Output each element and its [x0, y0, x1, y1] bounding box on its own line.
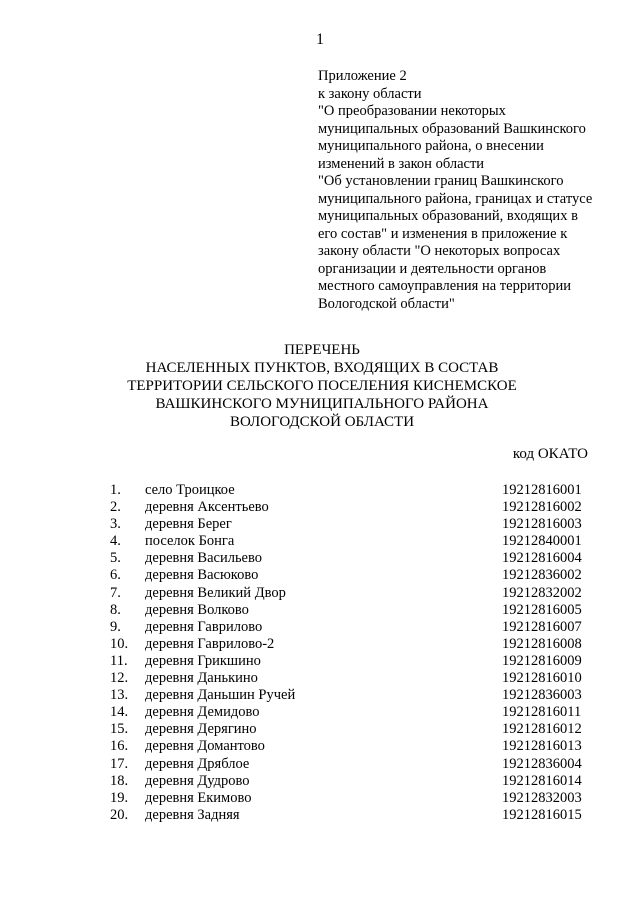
list-item: [0, 670, 640, 687]
okato-code: 19212816007: [502, 618, 582, 635]
settlement-name: деревня Гаврилово-2: [145, 635, 275, 652]
appendix-line: Приложение 2: [318, 68, 407, 84]
list-item: [0, 773, 640, 790]
appendix-line: его состав" и изменения в приложение к: [318, 225, 568, 242]
appendix-block: [318, 68, 618, 313]
settlement-name: деревня Васильево: [145, 550, 262, 567]
item-number: 15.: [110, 721, 129, 738]
item-number: 8.: [110, 601, 121, 618]
list-item: [0, 756, 640, 773]
title-line: НАСЕЛЕННЫХ ПУНКТОВ, ВХОДЯЩИХ В СОСТАВ: [145, 360, 499, 376]
list-item: [0, 738, 640, 755]
settlement-name: деревня Аксентьево: [145, 499, 269, 516]
settlement-name: деревня Берег: [145, 516, 232, 533]
item-number: 14.: [110, 704, 129, 721]
title-line: ВОЛОГОДСКОЙ ОБЛАСТИ: [229, 414, 415, 430]
item-number: 17.: [110, 755, 129, 772]
okato-code: 19212816014: [502, 772, 582, 789]
okato-code: 19212816002: [502, 499, 582, 516]
appendix-line: изменений в закон области: [318, 155, 485, 172]
okato-code: 19212816010: [502, 670, 582, 687]
list-item: [0, 585, 640, 602]
list-item: [0, 516, 640, 533]
settlement-name: деревня Дряблое: [145, 755, 250, 772]
settlement-name: деревня Демидово: [145, 704, 260, 721]
list-item: [0, 482, 640, 499]
item-number: 7.: [110, 584, 121, 601]
settlement-list: [0, 482, 640, 824]
settlement-name: деревня Данькино: [145, 670, 258, 687]
item-number: 3.: [110, 516, 121, 533]
settlement-name: деревня Даньшин Ручей: [145, 687, 296, 704]
settlement-name: деревня Гаврилово: [145, 618, 263, 635]
settlement-name: деревня Великий Двор: [145, 584, 286, 601]
list-item: [0, 721, 640, 738]
document-title: [100, 341, 544, 431]
item-number: 10.: [110, 635, 129, 652]
settlement-name: деревня Дудрово: [145, 772, 250, 789]
list-item: [0, 687, 640, 704]
okato-code: 19212836002: [502, 567, 582, 584]
list-item: [0, 790, 640, 807]
okato-code: 19212836003: [502, 687, 582, 704]
title-line: ПЕРЕЧЕНЬ: [284, 342, 360, 358]
appendix-line: местного самоуправления на территории: [318, 278, 571, 294]
okato-code: 19212816012: [502, 721, 582, 738]
item-number: 6.: [110, 567, 121, 584]
list-item: [0, 602, 640, 619]
appendix-line: "О преобразовании некоторых: [318, 103, 506, 119]
appendix-line: муниципального района, о внесении: [318, 138, 544, 154]
okato-code: 19212816004: [502, 550, 582, 567]
item-number: 2.: [110, 499, 121, 516]
settlement-name: деревня Дерягино: [145, 721, 257, 738]
list-item: [0, 499, 640, 516]
appendix-line: организации и деятельности органов: [318, 260, 547, 277]
okato-code: 19212816008: [502, 635, 582, 652]
list-item: [0, 636, 640, 653]
list-item: [0, 567, 640, 584]
settlement-name: деревня Домантово: [145, 738, 265, 755]
item-number: 11.: [110, 652, 128, 669]
okato-code: 19212816013: [502, 738, 582, 755]
settlement-name: деревня Грикшино: [145, 652, 261, 669]
settlement-name: деревня Задняя: [145, 806, 240, 823]
item-number: 20.: [110, 806, 129, 823]
okato-code: 19212816001: [502, 482, 582, 498]
okato-code: 19212816011: [502, 704, 582, 721]
title-line: ВАШКИНСКОГО МУНИЦИПАЛЬНОГО РАЙОНА: [155, 396, 489, 412]
list-item: [0, 653, 640, 670]
okato-column-header: код ОКАТО: [512, 446, 588, 462]
list-item: [0, 704, 640, 721]
appendix-line: муниципальных образований Вашкинского: [318, 120, 586, 137]
appendix-line: Вологодской области": [318, 295, 455, 312]
list-item: [0, 533, 640, 550]
okato-code: 19212816009: [502, 652, 582, 669]
okato-code: 19212832002: [502, 584, 582, 601]
okato-code: 19212832003: [502, 789, 582, 806]
okato-code: 19212836004: [502, 755, 582, 772]
settlement-name: село Троицкое: [145, 482, 235, 498]
item-number: 5.: [110, 550, 121, 567]
okato-code: 19212816005: [502, 601, 582, 618]
item-number: 12.: [110, 670, 129, 687]
okato-code: 19212816015: [502, 806, 582, 823]
settlement-name: деревня Васюково: [145, 567, 259, 584]
item-number: 4.: [110, 533, 121, 550]
settlement-name: поселок Бонга: [145, 533, 235, 550]
item-number: 19.: [110, 789, 129, 806]
item-number: 18.: [110, 772, 129, 789]
list-item: [0, 807, 640, 824]
settlement-name: деревня Волково: [145, 601, 249, 618]
item-number: 9.: [110, 618, 121, 635]
appendix-line: "Об установлении границ Вашкинского: [318, 173, 564, 189]
appendix-line: муниципальных образований, входящих в: [318, 208, 578, 224]
appendix-line: закону области "О некоторых вопросах: [318, 243, 561, 259]
okato-code: 19212816003: [502, 516, 582, 533]
item-number: 13.: [110, 687, 129, 704]
okato-code: 19212840001: [502, 533, 582, 550]
appendix-line: муниципального района, границах и статусе: [318, 190, 593, 207]
page-number: 1: [316, 31, 324, 48]
item-number: 16.: [110, 738, 129, 755]
item-number: 1.: [110, 482, 121, 498]
list-item: [0, 550, 640, 567]
list-item: [0, 619, 640, 636]
title-line: ТЕРРИТОРИИ СЕЛЬСКОГО ПОСЕЛЕНИЯ КИСНЕМСКОЕ: [127, 378, 517, 394]
appendix-line: к закону области: [318, 85, 422, 102]
settlement-name: деревня Екимово: [145, 789, 252, 806]
